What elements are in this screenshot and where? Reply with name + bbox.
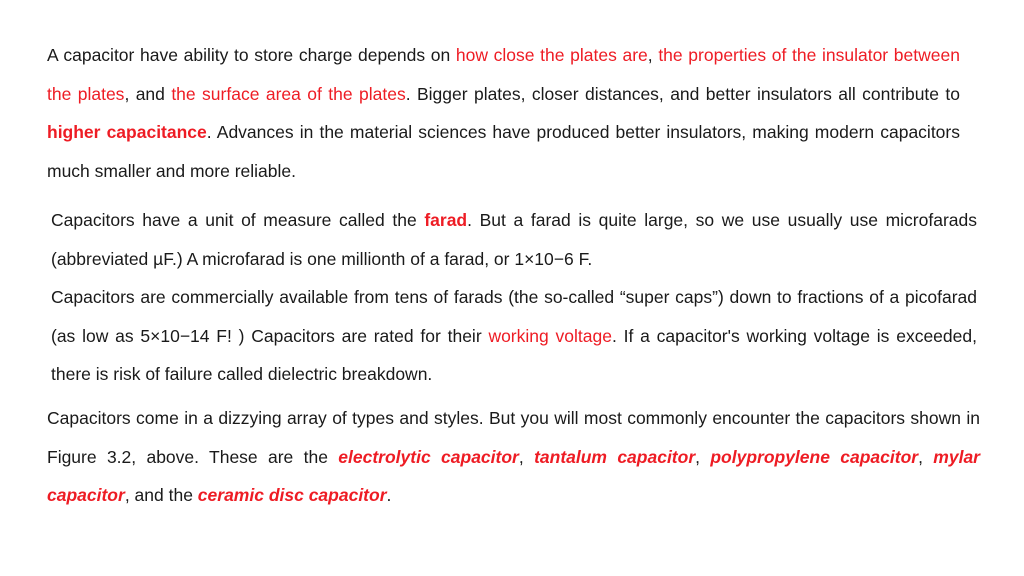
paragraph-capacitor-types — [47, 399, 980, 515]
para4-text-2: , — [518, 446, 535, 467]
highlight-working-voltage: working voltage — [488, 325, 612, 346]
paragraph-farad-unit — [51, 201, 977, 278]
para4-text-5: , and the — [124, 485, 198, 505]
highlight-ceramic-disc-capacitor: ceramic disc capacitor — [197, 485, 387, 505]
highlight-insulator-properties: the properties of the insulator between the plates — [47, 45, 960, 104]
para3-text-1: Capacitors are commercially available from tens of farads (the so-called “super caps”) down to fractions of a picofarad (as low as 5×10−14 F! ) Capacitors are rated for their — [51, 287, 977, 346]
para3-text-2: . If a capacitor's working voltage is exceeded, there is risk of failure called dielectric breakdown. — [51, 325, 977, 384]
para1-text-3: , and — [124, 83, 172, 104]
highlight-tantalum-capacitor: tantalum capacitor — [534, 446, 696, 467]
highlight-higher-capacitance: higher capacitance — [47, 122, 207, 142]
para2-text-1: Capacitors have a unit of measure called the — [51, 210, 425, 230]
para1-text-5: . Advances in the material sciences have produced better insulators, making modern capacitors much smaller and more reliable. — [47, 122, 960, 181]
highlight-mylar-capacitor: mylar capacitor — [47, 446, 980, 505]
para2-text-2: . But a farad is quite large, so we use usually use microfarads (abbreviated µF.) A microfarad is one millionth of a farad, or 1×10−6 F. — [51, 210, 977, 269]
highlight-plate-distance: how close the plates are — [455, 45, 648, 65]
para1-text-4: . Bigger plates, closer distances, and better insulators all contribute to — [405, 83, 961, 104]
highlight-farad: farad — [424, 210, 468, 230]
para4-text-3: , — [695, 446, 711, 467]
paragraph-working-voltage — [51, 278, 977, 394]
highlight-polypropylene-capacitor: polypropylene capacitor — [710, 446, 919, 467]
highlight-electrolytic-capacitor: electrolytic capacitor — [338, 446, 519, 467]
para4-text-6: . — [386, 485, 392, 505]
highlight-surface-area: the surface area of the plates — [171, 83, 406, 104]
para1-text-2: , — [647, 45, 659, 65]
para4-text-1: Capacitors come in a dizzying array of types and styles. But you will most commonly encounter the capacitors shown in Figure 3.2, above. These are the — [47, 408, 980, 467]
paragraph-capacitance-factors — [47, 36, 960, 190]
para1-text-1: A capacitor have ability to store charge depends on — [47, 45, 456, 65]
para4-text-4: , — [918, 446, 934, 467]
